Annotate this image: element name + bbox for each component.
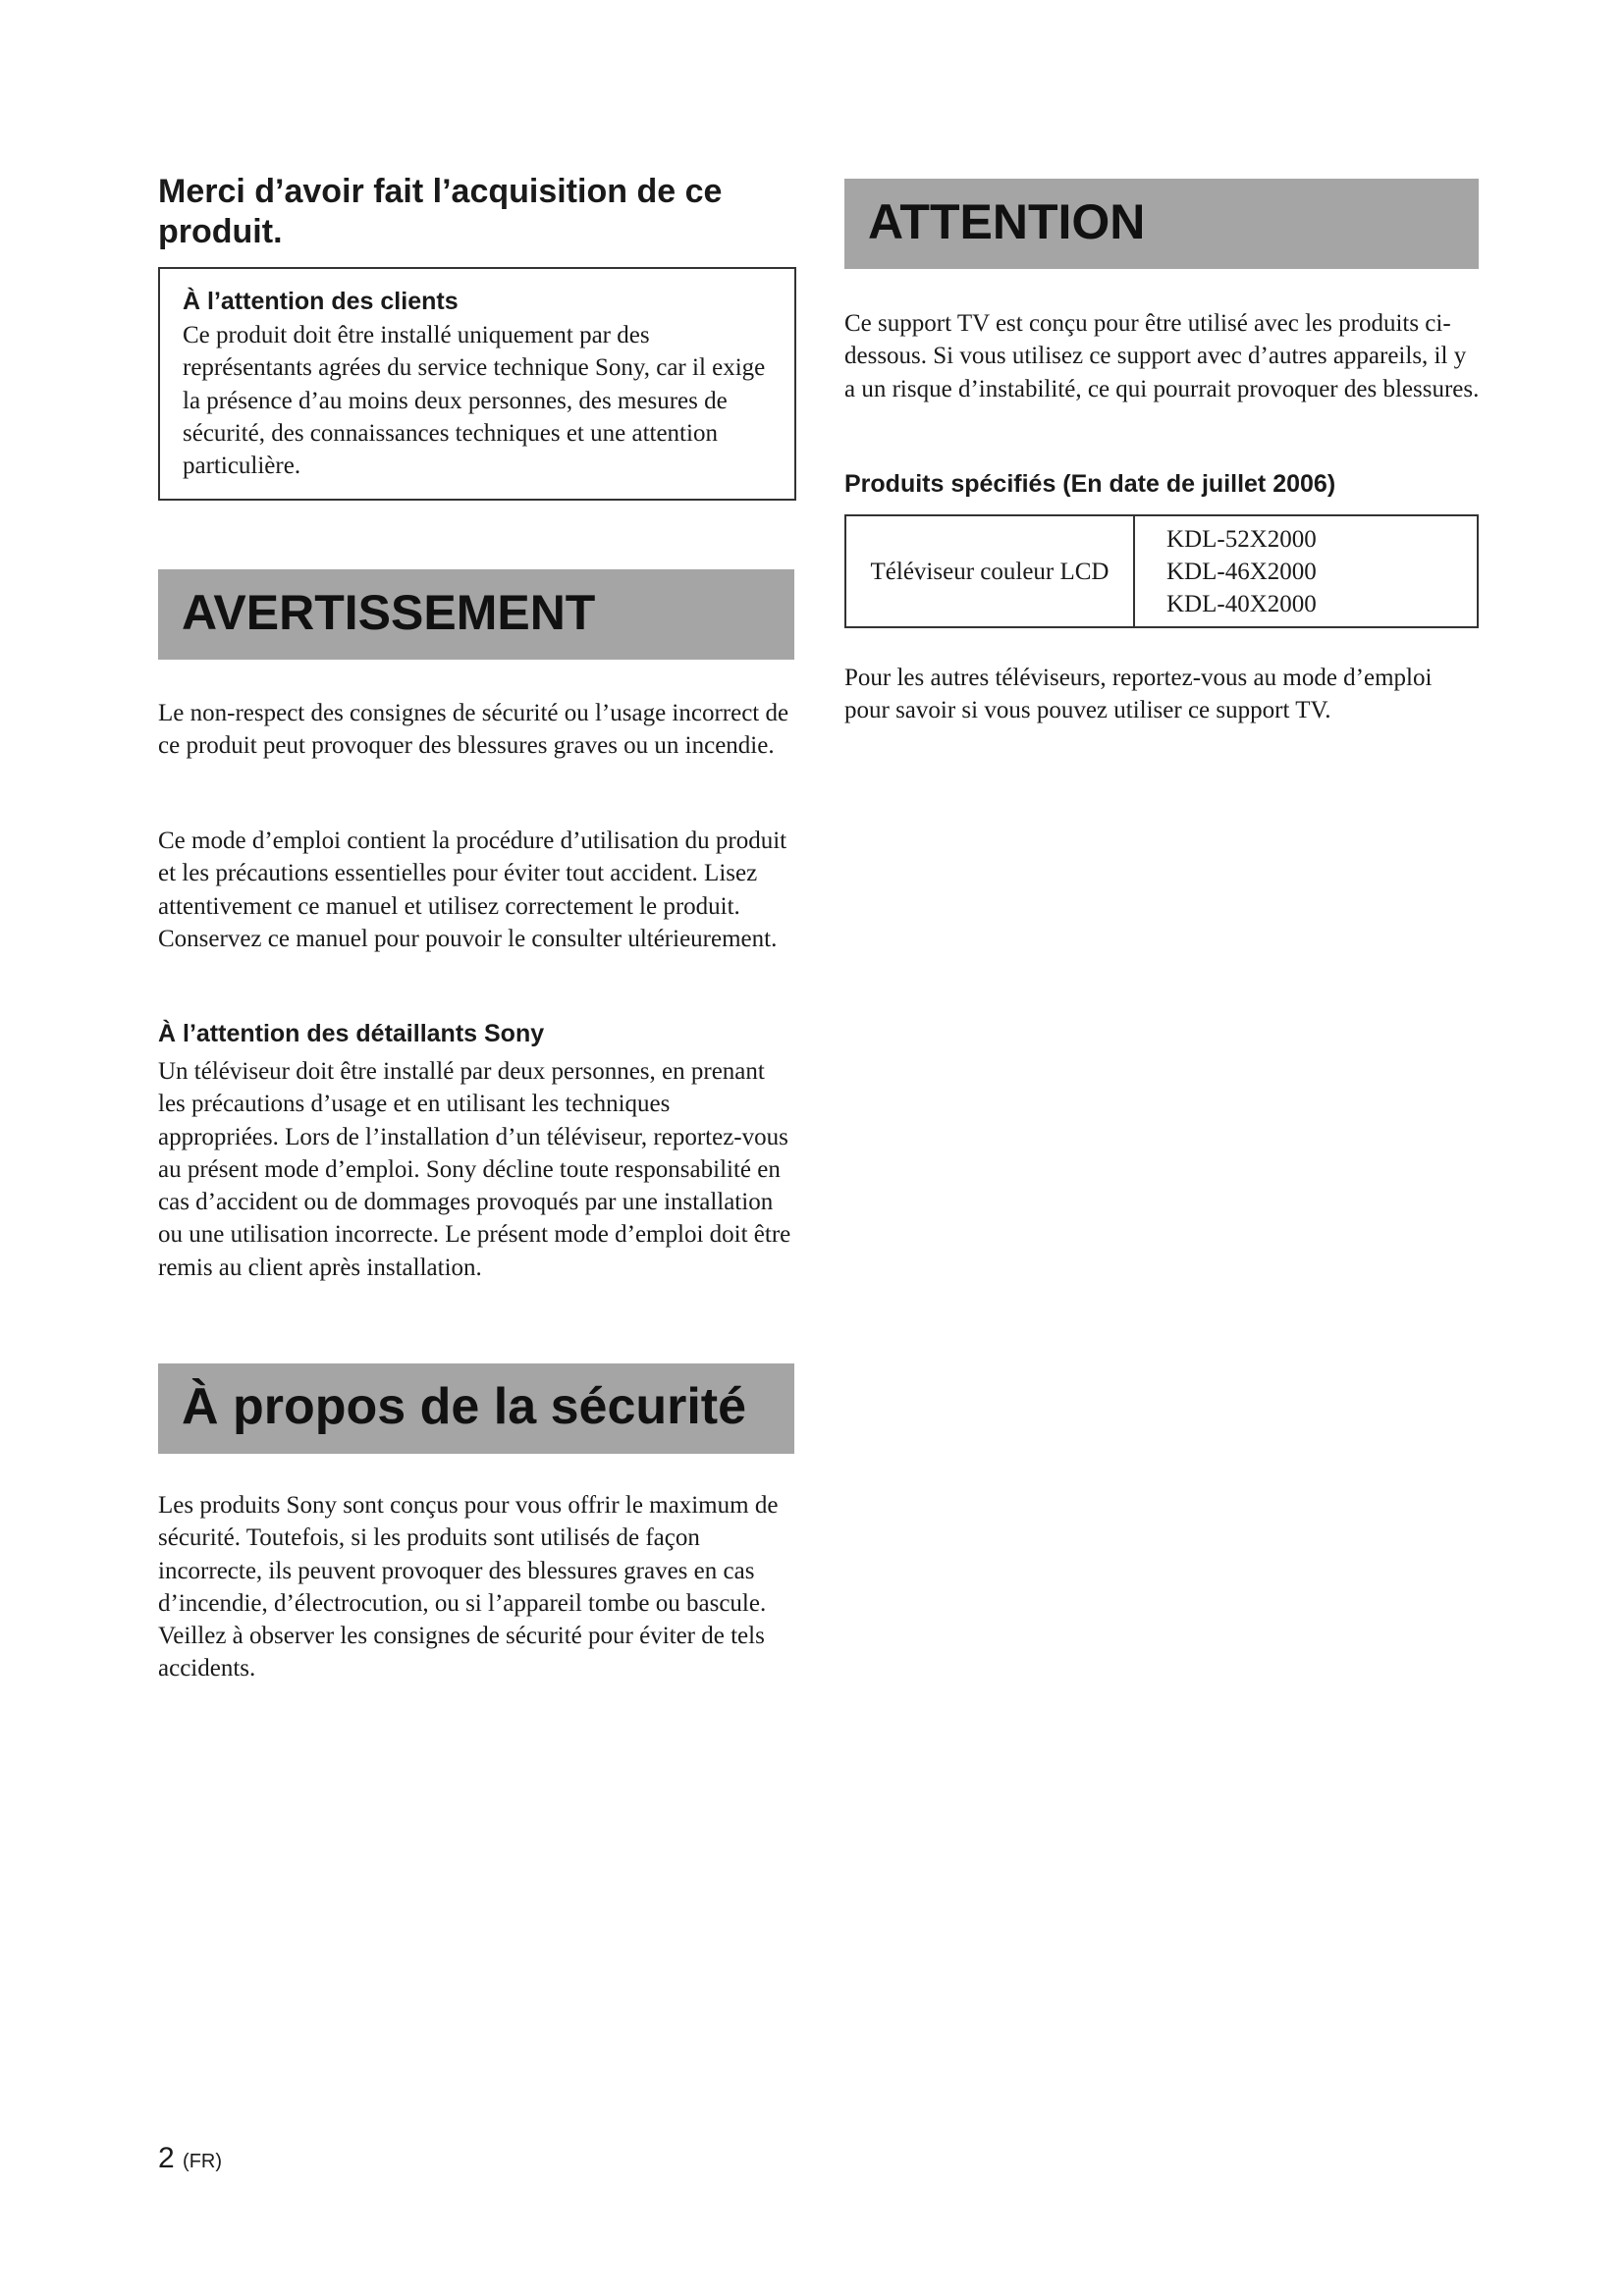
products-table (844, 514, 1479, 628)
attention-banner (844, 179, 1479, 269)
products-heading: Produits spécifiés (En date de juillet 2006) (844, 470, 1336, 498)
other-tv-text: Pour les autres téléviseurs, reportez-vous au mode d’emploi pour savoir si vous pouvez utiliser ce support TV. (844, 665, 1433, 724)
customer-notice-heading: À l’attention des clients (183, 288, 459, 315)
dealer-notice-text: Un téléviseur doit être installé par deux personnes, en prenant les précautions d’usage et en utilisant les techniques appropriées. Lors de l’installation d’un téléviseur, reportez-vous au présent mode d’emploi. Sony décline toute responsabilité en cas d’accident ou de dommages provoqués par une installation ou une utilisation incorrecte. Le présent mode d’emploi doit être remis au client après installation. (158, 1058, 791, 1281)
warning-banner (158, 569, 794, 660)
page-footer (158, 2142, 222, 2175)
safety-banner (158, 1363, 794, 1454)
warning-paragraph-1: Le non-respect des consignes de sécurité ou l’usage incorrect de ce produit peut provoquer des blessures graves ou un incendie. (158, 700, 789, 760)
model-item: KDL-40X2000 (1166, 590, 1317, 617)
safety-banner-title: À propos de la sécurité (182, 1378, 747, 1435)
customer-notice-text: Ce produit doit être installé uniquement par des représentants agrées du service technique Sony, car il exige la présence d’au moins deux personnes, des mesures de sécurité, des connaissances techniques et une attention particulière. (183, 322, 766, 480)
attention-text: Ce support TV est conçu pour être utilisé avec les produits ci-dessous. Si vous utilisez ce support avec d’autres appareils, il y a un risque d’instabilité, ce qui pourrait provoquer des blessures. (844, 310, 1480, 402)
models-cell (1134, 515, 1478, 627)
attention-banner-title: ATTENTION (868, 194, 1146, 249)
warning-paragraph-2: Ce mode d’emploi contient la procédure d’utilisation du produit et les précautions essentielles pour éviter tout accident. Lisez attentivement ce manuel et utilisez correctement le produit. Conservez ce manuel pour pouvoir le consulter ultérieurement. (158, 828, 787, 952)
model-item: KDL-52X2000 (1166, 525, 1317, 553)
page-number: 2 (158, 2142, 175, 2174)
warning-banner-title: AVERTISSEMENT (182, 585, 596, 640)
product-type-cell: Téléviseur couleur LCD (845, 515, 1134, 627)
dealer-notice-heading: À l’attention des détaillants Sony (158, 1020, 545, 1047)
page-title: Merci d’avoir fait l’acquisition de ce produit. (158, 173, 723, 250)
safety-text: Les produits Sony sont conçus pour vous offrir le maximum de sécurité. Toutefois, si les produits sont utilisés de façon incorrecte, ils peuvent provoquer des blessures graves en cas d’incendie, d’électrocution, ou si l’appareil tombe ou bascule. Veillez à observer les consignes de sécurité pour éviter de tels accidents. (158, 1492, 779, 1682)
customer-notice-box (158, 267, 796, 501)
model-item: KDL-46X2000 (1166, 558, 1317, 585)
language-code: (FR) (183, 2151, 223, 2172)
table-row (845, 515, 1478, 627)
